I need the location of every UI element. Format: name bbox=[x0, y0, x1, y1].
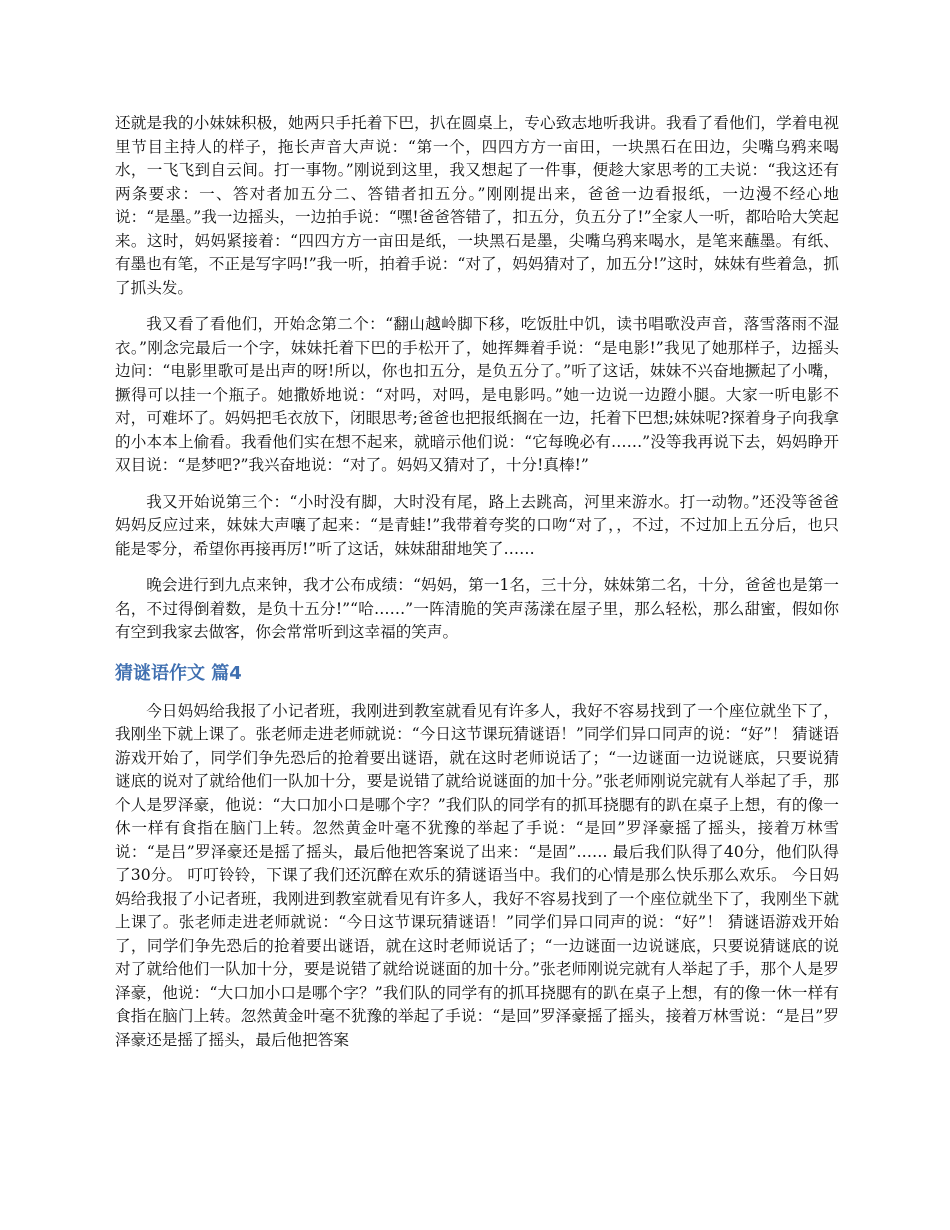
paragraph-results: 晚会进行到九点来钟，我才公布成绩：“妈妈，第一1名，三十分，妹妹第二名，十分，爸爸也是第一名，不过得倒着数，是负十五分!”“哈……”一阵清脆的笑声荡漾在屋子里，那么轻松，那么甜蜜，假如你有空到我家去做客，你会常常听到这幸福的笑声。 bbox=[115, 576, 839, 641]
paragraph-classroom-riddles: 今日妈妈给我报了小记者班，我刚进到教室就看见有许多人，我好不容易找到了一个座位就坐下了，我刚坐下就上课了。张老师走进老师就说：“今日这节课玩猜谜语！”同学们异口同声的说：“好”！ 猜谜语游戏开始了，同学们争先恐后的抢着要出谜语，就在这时老师说话了；“一边谜面一边说谜底，只要说猜谜底的说对了就给他们一队加十分，要是说错了就给说谜面的加十分。”张老师刚说完就有人举起了手，那个人是罗泽豪，他说：“大口加小口是哪个字？”我们队的同学有的抓耳挠腮有的趴在桌子上想，有的像一休一样有食指在脑门上转。忽然黄金叶毫不犹豫的举起了手说：“是回”罗泽豪摇了摇头，接着万林雪说：“是吕”罗泽豪还是摇了摇头，最后他把答案说了出来：“是固”…… 最后我们队得了40分，他们队得了30分。 叮叮铃铃，下课了我们还沉醉在欢乐的猜谜语当中。我们的心情是那么快乐那么欢乐。 今日妈妈给我报了小记者班，我刚进到教室就看见有许多人，我好不容易找到了一个座位就坐下了，我刚坐下就上课了。张老师走进老师就说：“今日这节课玩猜谜语！”同学们异口同声的说：“好”！ 猜谜语游戏开始了，同学们争先恐后的抢着要出谜语，就在这时老师说话了；“一边谜面一边说谜底，只要说猜谜底的说对了就给他们一队加十分，要是说错了就给说谜面的加十分。”张老师刚说完就有人举起了手，那个人是罗泽豪，他说：“大口加小口是哪个字？”我们队的同学有的抓耳挠腮有的趴在桌子上想，有的像一休一样有食指在脑门上转。忽然黄金叶毫不犹豫的举起了手说：“是回”罗泽豪摇了摇头，接着万林雪说：“是吕”罗泽豪还是摇了摇头，最后他把答案 bbox=[115, 701, 839, 1049]
document-page bbox=[115, 112, 839, 1052]
section-heading: 猜谜语作文 篇4 bbox=[115, 662, 242, 684]
paragraph-family-riddle-intro: 还就是我的小妹妹积极，她两只手托着下巴，扒在圆桌上，专心致志地听我讲。我看了看他们，学着电视里节目主持人的样子，拖长声音大声说：“第一个，四四方方一亩田，一块黑石在田边，尖嘴乌鸦来喝水，一飞飞到自云间。打一事物。”刚说到这里，我又想起了一件事，便趁大家思考的工夫说：“我这还有两条要求：一、答对者加五分二、答错者扣五分。”刚刚提出来，爸爸一边看报纸，一边漫不经心地说：“是墨。”我一边摇头，一边拍手说：“嘿!爸爸答错了，扣五分，负五分了!”全家人一听，都哈哈大笑起来。这时，妈妈紧接着：“四四方方一亩田是纸，一块黑石是墨，尖嘴乌鸦来喝水，是笔来蘸墨。有纸、有墨也有笔，不正是写字吗!”我一听，拍着手说：“对了，妈妈猜对了，加五分!”这时，妹妹有些着急，抓了抓头发。 bbox=[115, 114, 839, 297]
paragraph-second-riddle: 我又看了看他们，开始念第二个：“翻山越岭脚下移，吃饭肚中饥，读书唱歌没声音，落雪落雨不湿衣。”刚念完最后一个字，妹妹托着下巴的手松开了，她挥舞着手说：“是电影!”我见了她那样子，边摇头边问：“电影里歌可是出声的呀!所以，你也扣五分，是负五分了。”听了这话，妹妹不兴奋地撅起了小嘴，撅得可以挂一个瓶子。她撒娇地说：“对吗，对吗，是电影吗。”她一边说一边蹬小腿。大家一听电影不对，可难坏了。妈妈把毛衣放下，闭眼思考;爸爸也把报纸搁在一边，托着下巴想;妹妹呢?探着身子向我拿的小本本上偷看。我看他们实在想不起来，就暗示他们说：“它每晚必有……”没等我再说下去，妈妈睁开双目说：“是梦吧?”我兴奋地说：“对了。妈妈又猜对了，十分!真棒!” bbox=[115, 315, 839, 474]
paragraph-third-riddle: 我又开始说第三个：“小时没有脚，大时没有尾，路上去跳高，河里来游水。打一动物。”还没等爸爸妈妈反应过来，妹妹大声嚷了起来：“是青蛙!”我带着夸奖的口吻“对了，，不过，不过加上五分后，也只能是零分，希望你再接再厉!”听了这话，妹妹甜甜地笑了…… bbox=[115, 492, 839, 558]
